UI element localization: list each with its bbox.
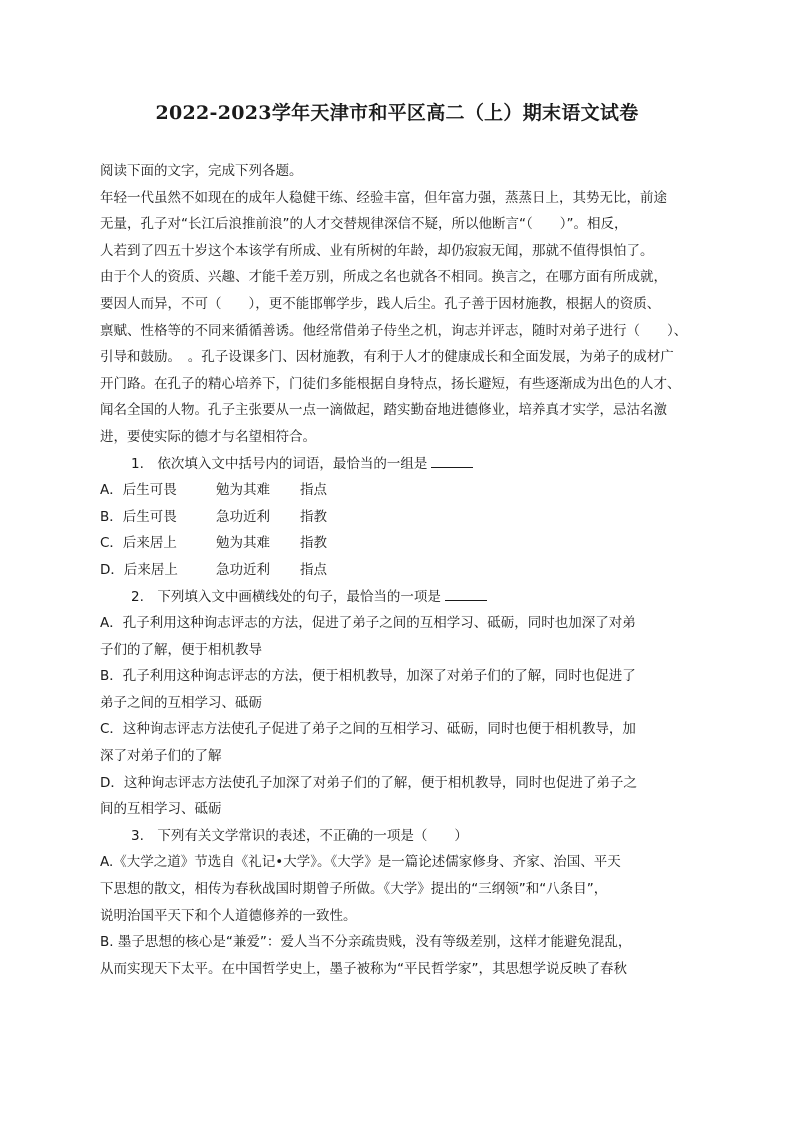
option-term-3: 指点: [300, 561, 327, 578]
question-1: [100, 451, 700, 584]
question-2-option-line: 弟子之间的互相学习、砥砺: [100, 694, 262, 711]
question-1-option-c: [100, 530, 700, 557]
question-3-stem: 3. 下列有关文学常识的表述，不正确的一项是（ ）: [131, 827, 468, 844]
question-3: [100, 823, 700, 983]
question-2-option-line: 深了对弟子们的了解: [100, 748, 222, 765]
question-3-option-line: 说明治国平天下和个人道德修养的一致性。: [100, 907, 357, 924]
passage-line: 进，要使实际的德才与名望相符合。: [100, 428, 316, 445]
question-2-stem: [100, 584, 700, 611]
question-1-option-d: [100, 557, 700, 584]
option-term-3: 指教: [300, 535, 327, 552]
question-1-stem: [100, 451, 700, 478]
option-term-1: C．后来居上: [100, 535, 177, 552]
option-term-2: 勉为其难: [216, 482, 270, 499]
option-term-2: 勉为其难: [216, 535, 270, 552]
option-term-1: A．后生可畏: [100, 482, 177, 499]
option-term-2: 急功近利: [216, 561, 270, 578]
reading-passage: [100, 185, 700, 451]
passage-line: 无量，孔子对“长江后浪推前浪”的人才交替规律深信不疑，所以他断言“（ ）”。相反，: [100, 216, 628, 233]
passage-line: 开门路。在孔子的精心培养下，门徒们多能根据自身特点，扬长避短，有些逐渐成为出色的人才、: [100, 375, 681, 392]
passage-line: 由于个人的资质、兴趣、才能千差万别，所成之名也就各不相同。换言之，在哪方面有所成就，: [100, 269, 667, 286]
question-2-option-line: B．孔子利用这种询志评志的方法，便于相机教导，加深了对弟子们的了解，同时也促进了: [100, 668, 636, 685]
exam-content: [100, 158, 700, 982]
question-3-option-line: 下思想的散文，相传为春秋战国时期曾子所做。《大学》提出的“三纲领”和“八条目”，: [100, 881, 608, 898]
passage-line: 闻名全国的人物。孔子主张要从一点一滴做起，踏实勤奋地进德修业，培养真才实学，忌沽名激: [100, 402, 667, 419]
option-term-3: 指点: [300, 482, 327, 499]
question-2-stem-text: 2. 下列填入文中画横线处的句子，最恰当的一项是: [131, 588, 441, 605]
question-2-option-line: D．这种询志评志方法使孔子加深了对弟子们的了解，便于相机教导，同时也促进了弟子之: [100, 774, 637, 791]
reading-instruction: 阅读下面的文字，完成下列各题。: [100, 163, 303, 179]
question-1-option-b: [100, 504, 700, 531]
question-2-option-line: 间的互相学习、砥砺: [100, 801, 222, 818]
question-3-option-line: 从而实现天下太平。在中国哲学史上，墨子被称为“平民哲学家”，其思想学说反映了春秋: [100, 960, 627, 977]
question-1-stem-text: 1. 依次填入文中括号内的词语，最恰当的一组是: [131, 455, 428, 472]
option-term-3: 指教: [300, 508, 327, 525]
option-term-2: 急功近利: [216, 508, 270, 525]
passage-line: 要因人而异，不可（ ），更不能邯郸学步，践人后尘。孔子善于因材施教，根据人的资质、: [100, 295, 661, 312]
exam-title: 2022-2023学年天津市和平区高二（上）期末语文试卷: [155, 102, 639, 124]
option-term-1: D．后来居上: [100, 561, 178, 578]
passage-line: 禀赋、性格等的不同来循循善诱。他经常借弟子侍坐之机，询志并评志，随时对弟子进行（ ）、: [100, 322, 688, 339]
passage-line: 人若到了四五十岁这个本该学有所成、业有所树的年龄，却仍寂寂无闻，那就不值得惧怕了。: [100, 242, 654, 259]
question-1-option-a: [100, 477, 700, 504]
passage-line: 年轻一代虽然不如现在的成年人稳健干练、经验丰富，但年富力强，蒸蒸日上，其势无比，前途: [100, 189, 667, 206]
question-2-option-line: A．孔子利用这种询志评志的方法，促进了弟子之间的互相学习、砥砺，同时也加深了对弟: [100, 615, 636, 632]
question-3-option-line: B. 墨子思想的核心是“兼爱”：爱人当不分亲疏贵贱，没有等级差别，这样才能避免混乱，: [100, 934, 632, 951]
question-2-option-line: 子们的了解，便于相机教导: [100, 641, 262, 658]
question-3-option-line: A.《大学之道》节选自《礼记•大学》。《大学》是一篇论述儒家修身、齐家、治国、平天: [100, 854, 621, 871]
question-2-option-line: C．这种询志评志方法使孔子促进了弟子之间的互相学习、砥砺，同时也便于相机教导，加: [100, 721, 636, 738]
answer-blank: [431, 454, 473, 468]
question-2: [100, 584, 700, 823]
answer-blank: [445, 587, 487, 601]
option-term-1: B．后生可畏: [100, 508, 177, 525]
passage-line: 引导和鼓励。 。孔子设课多门、因材施教，有利于人才的健康成长和全面发展，为弟子的成材广: [100, 349, 674, 366]
